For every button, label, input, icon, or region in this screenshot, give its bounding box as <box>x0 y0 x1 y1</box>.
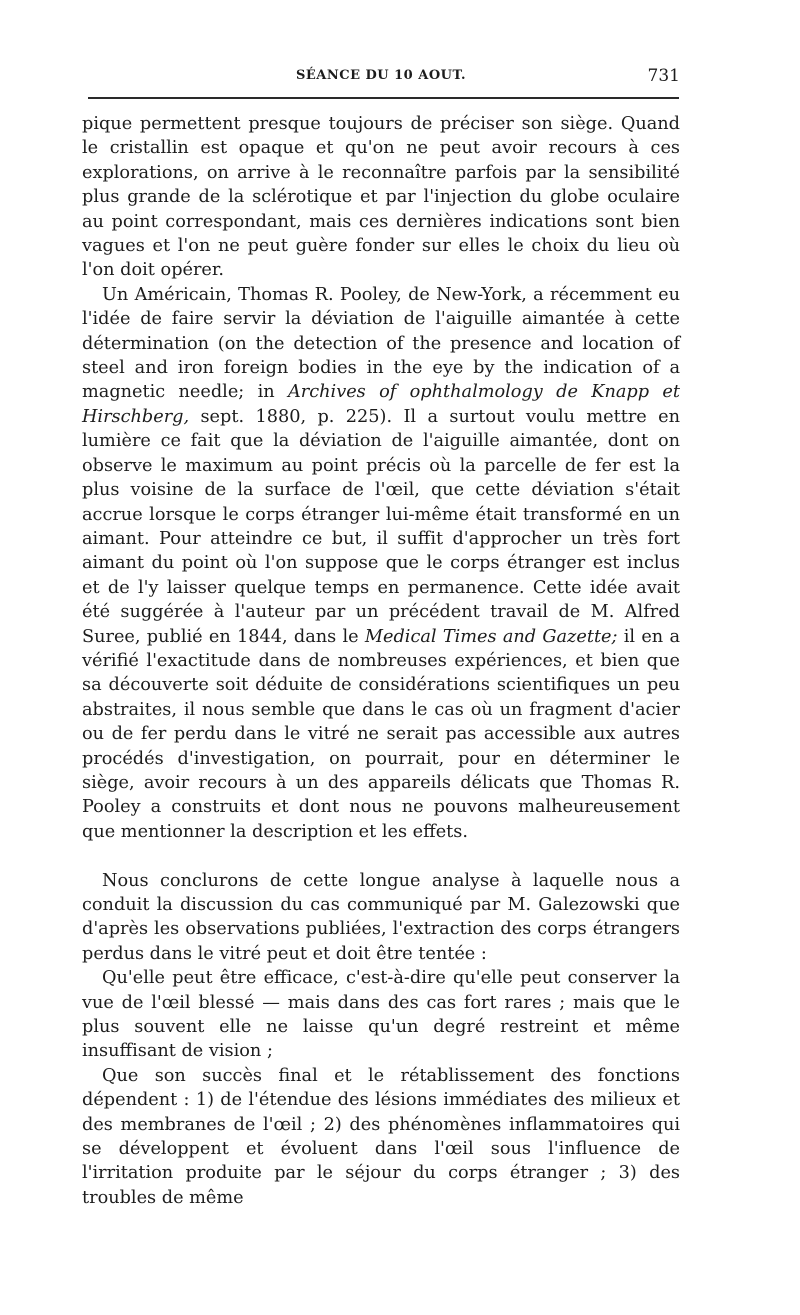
page-header <box>82 66 680 90</box>
header-rule <box>88 97 679 99</box>
paragraph-2-part-2: sept. 1880, p. 225). Il a surtout voulu mettre en lumière ce fait que la déviation de l'aiguille aimantée, dont on observe le maximum au point précis où la parcelle de fer est la plus voisine de la surface de l'œil, que cette déviation s'était accrue lorsque le corps étranger lui-même était transformé en un aimant. Pour atteindre ce but, il suffit d'approcher un très fort aimant du point où l'on suppose que le corps étranger est inclus et de l'y laisser quelque temps en permanence. Cette idée avait été suggérée à l'auteur par un précédent travail de M. Alfred Suree, publié en 1844, dans le <box>82 406 680 647</box>
body-text <box>82 112 680 1210</box>
paragraph-2-part-3: il en a vérifié l'exactitude dans de nombreuses expériences, et bien que sa découverte soit déduite de considérations scientifiques un peu abstraites, il nous semble que dans le cas où un fragment d'acier ou de fer perdu dans le vitré ne serait pas accessible aux autres procédés d'investigation, on pourrait, pour en déterminer le siège, avoir recours à un des appareils délicats que Thomas R. Pooley a construits et dont nous ne pouvons malheureusement que mentionner la description et les effets. <box>82 626 680 842</box>
paragraph-2 <box>82 283 680 844</box>
journal-title-archives: Archives of ophthalmology de Knapp et Hirschberg, <box>82 382 680 427</box>
running-title: SÉANCE DU 10 AOUT. <box>295 68 467 83</box>
paragraph-1: pique permettent presque toujours de préciser son siège. Quand le cristallin est opaque et qu'on ne peut avoir recours à ces explorations, on arrive à le reconnaître parfois par la sensibilité plus grande de la sclérotique et par l'injection du globe oculaire au point correspondant, mais ces dernières indications sont bien vagues et l'on ne peut guère fonder sur elles le choix du lieu où l'on doit opérer. <box>82 114 680 281</box>
paragraph-5: Que son succès final et le rétablissement des fonctions dépendent : 1) de l'étendue des lésions immédiates des milieux et des membranes de l'œil ; 2) des phénomènes inflammatoires qui se développent et évoluent dans l'œil sous l'influence de l'irritation produite par le séjour du corps étranger ; 3) des troubles de même <box>82 1065 680 1208</box>
paragraph-3: Nous conclurons de cette longue analyse à laquelle nous a conduit la discussion du cas communiqué par M. Galezowski que d'après les observations publiées, l'extraction des corps étrangers perdus dans le vitré peut et doit être tentée : <box>82 870 680 964</box>
page-number: 731 <box>647 66 680 86</box>
paragraph-4: Qu'elle peut être efficace, c'est-à-dire qu'elle peut conserver la vue de l'œil blessé — mais dans des cas fort rares ; mais que le plus souvent elle ne laisse qu'un degré restreint et même insuffisant de vision ; <box>82 968 680 1062</box>
journal-title-medical-times: Medical Times and Gazette; <box>364 626 618 647</box>
paragraph-2-part-1: Un Américain, Thomas R. Pooley, de New-York, a récemment eu l'idée de faire servir la déviation de l'aiguille aimantée à cette détermination (on the detection of the presence and location of steel and iron foreign bodies in the eye by the indication of a magnetic needle; in <box>82 284 680 403</box>
